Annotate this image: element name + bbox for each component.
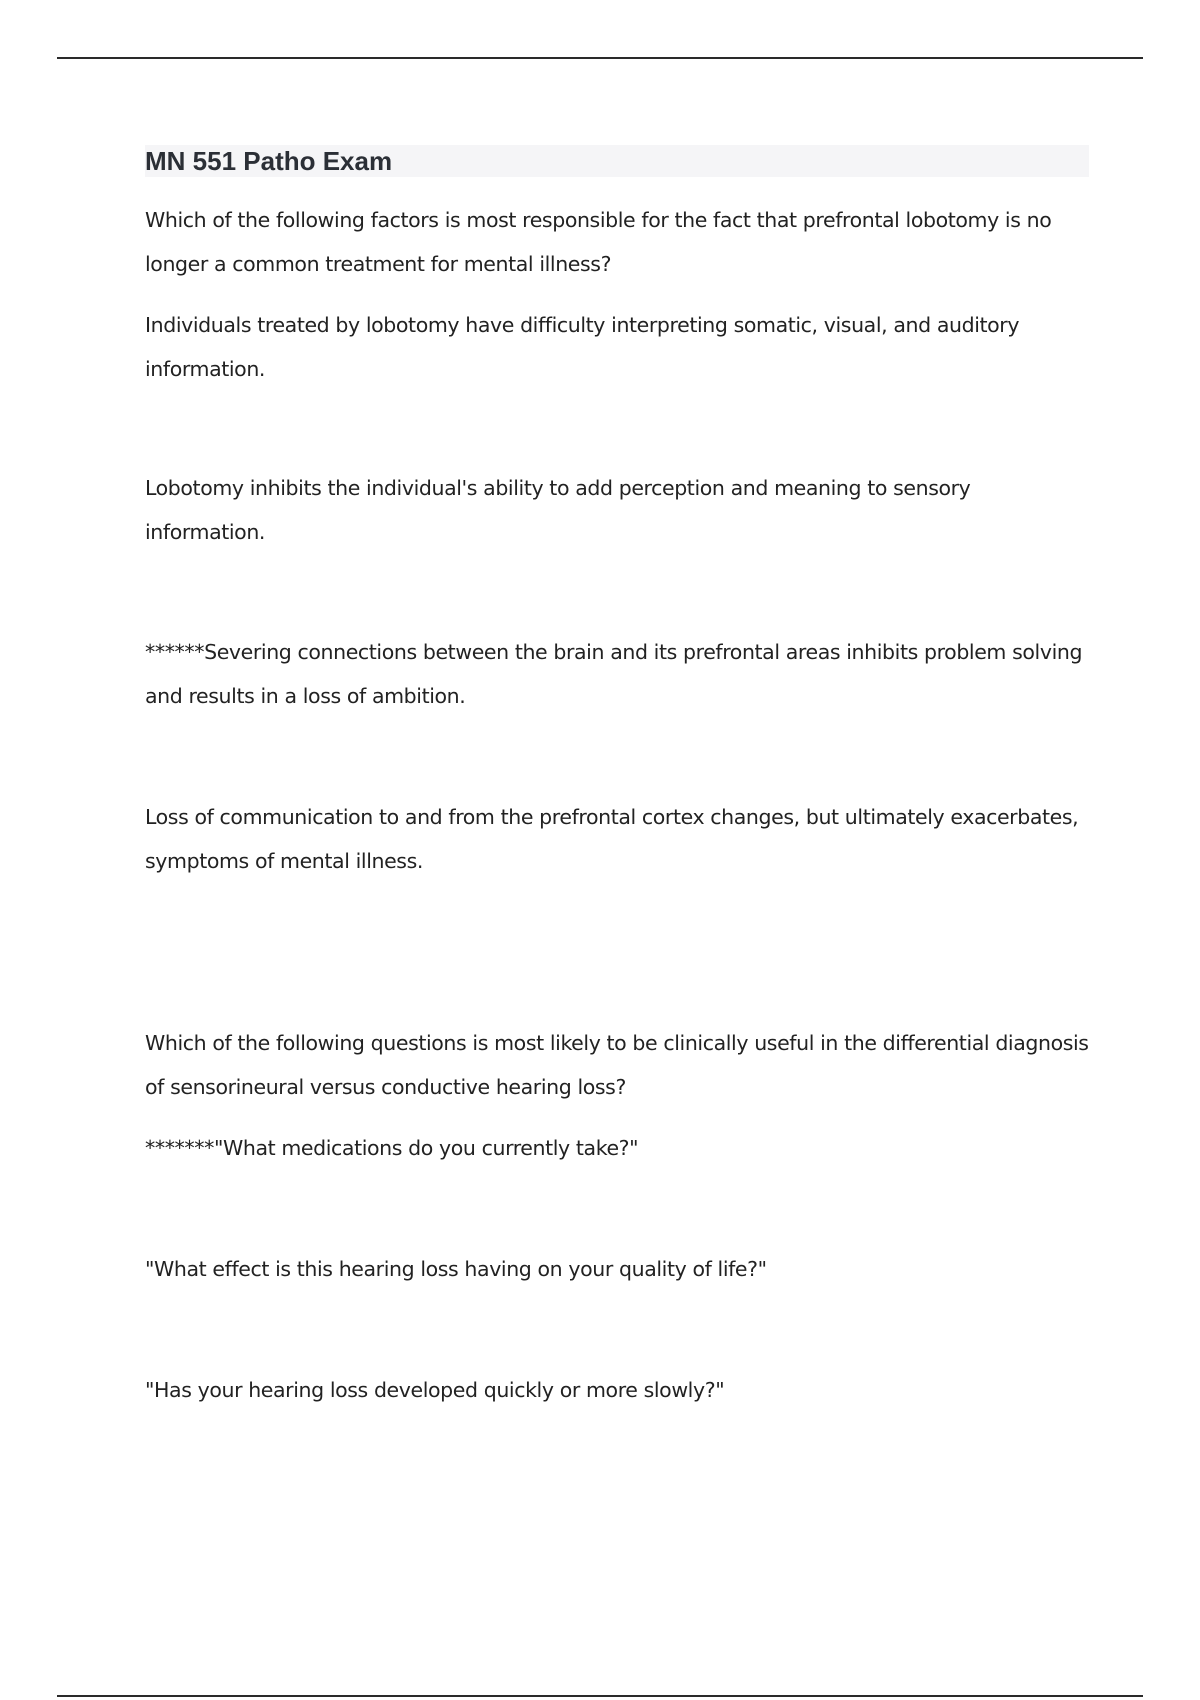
question-1-option-4: Loss of communication to and from the prefrontal cortex changes, but ultimately exacerbates, symptoms of mental illness. <box>145 805 1079 873</box>
document-body <box>145 145 1089 1402</box>
question-1-option-1: Individuals treated by lobotomy have difficulty interpreting somatic, visual, and auditory information. <box>145 313 1020 381</box>
question-2-option-3: "Has your hearing loss developed quickly or more slowly?" <box>145 1378 725 1402</box>
question-1-prompt: Which of the following factors is most responsible for the fact that prefrontal lobotomy is no longer a common treatment for mental illness? <box>145 208 1052 276</box>
document-title: MN 551 Patho Exam <box>145 145 1089 177</box>
question-2-prompt: Which of the following questions is most likely to be clinically useful in the differential diagnosis of sensorineural versus conductive hearing loss? <box>145 1031 1089 1099</box>
question-1-option-3: ******Severing connections between the brain and its prefrontal areas inhibits problem solving and results in a loss of ambition. <box>145 640 1083 708</box>
bottom-rule <box>57 1695 1143 1697</box>
question-1-option-2: Lobotomy inhibits the individual's ability to add perception and meaning to sensory information. <box>145 476 971 544</box>
question-2-option-1: *******"What medications do you currently take?" <box>145 1136 639 1160</box>
question-2-option-2: "What effect is this hearing loss having on your quality of life?" <box>145 1257 767 1281</box>
top-rule <box>57 57 1143 59</box>
